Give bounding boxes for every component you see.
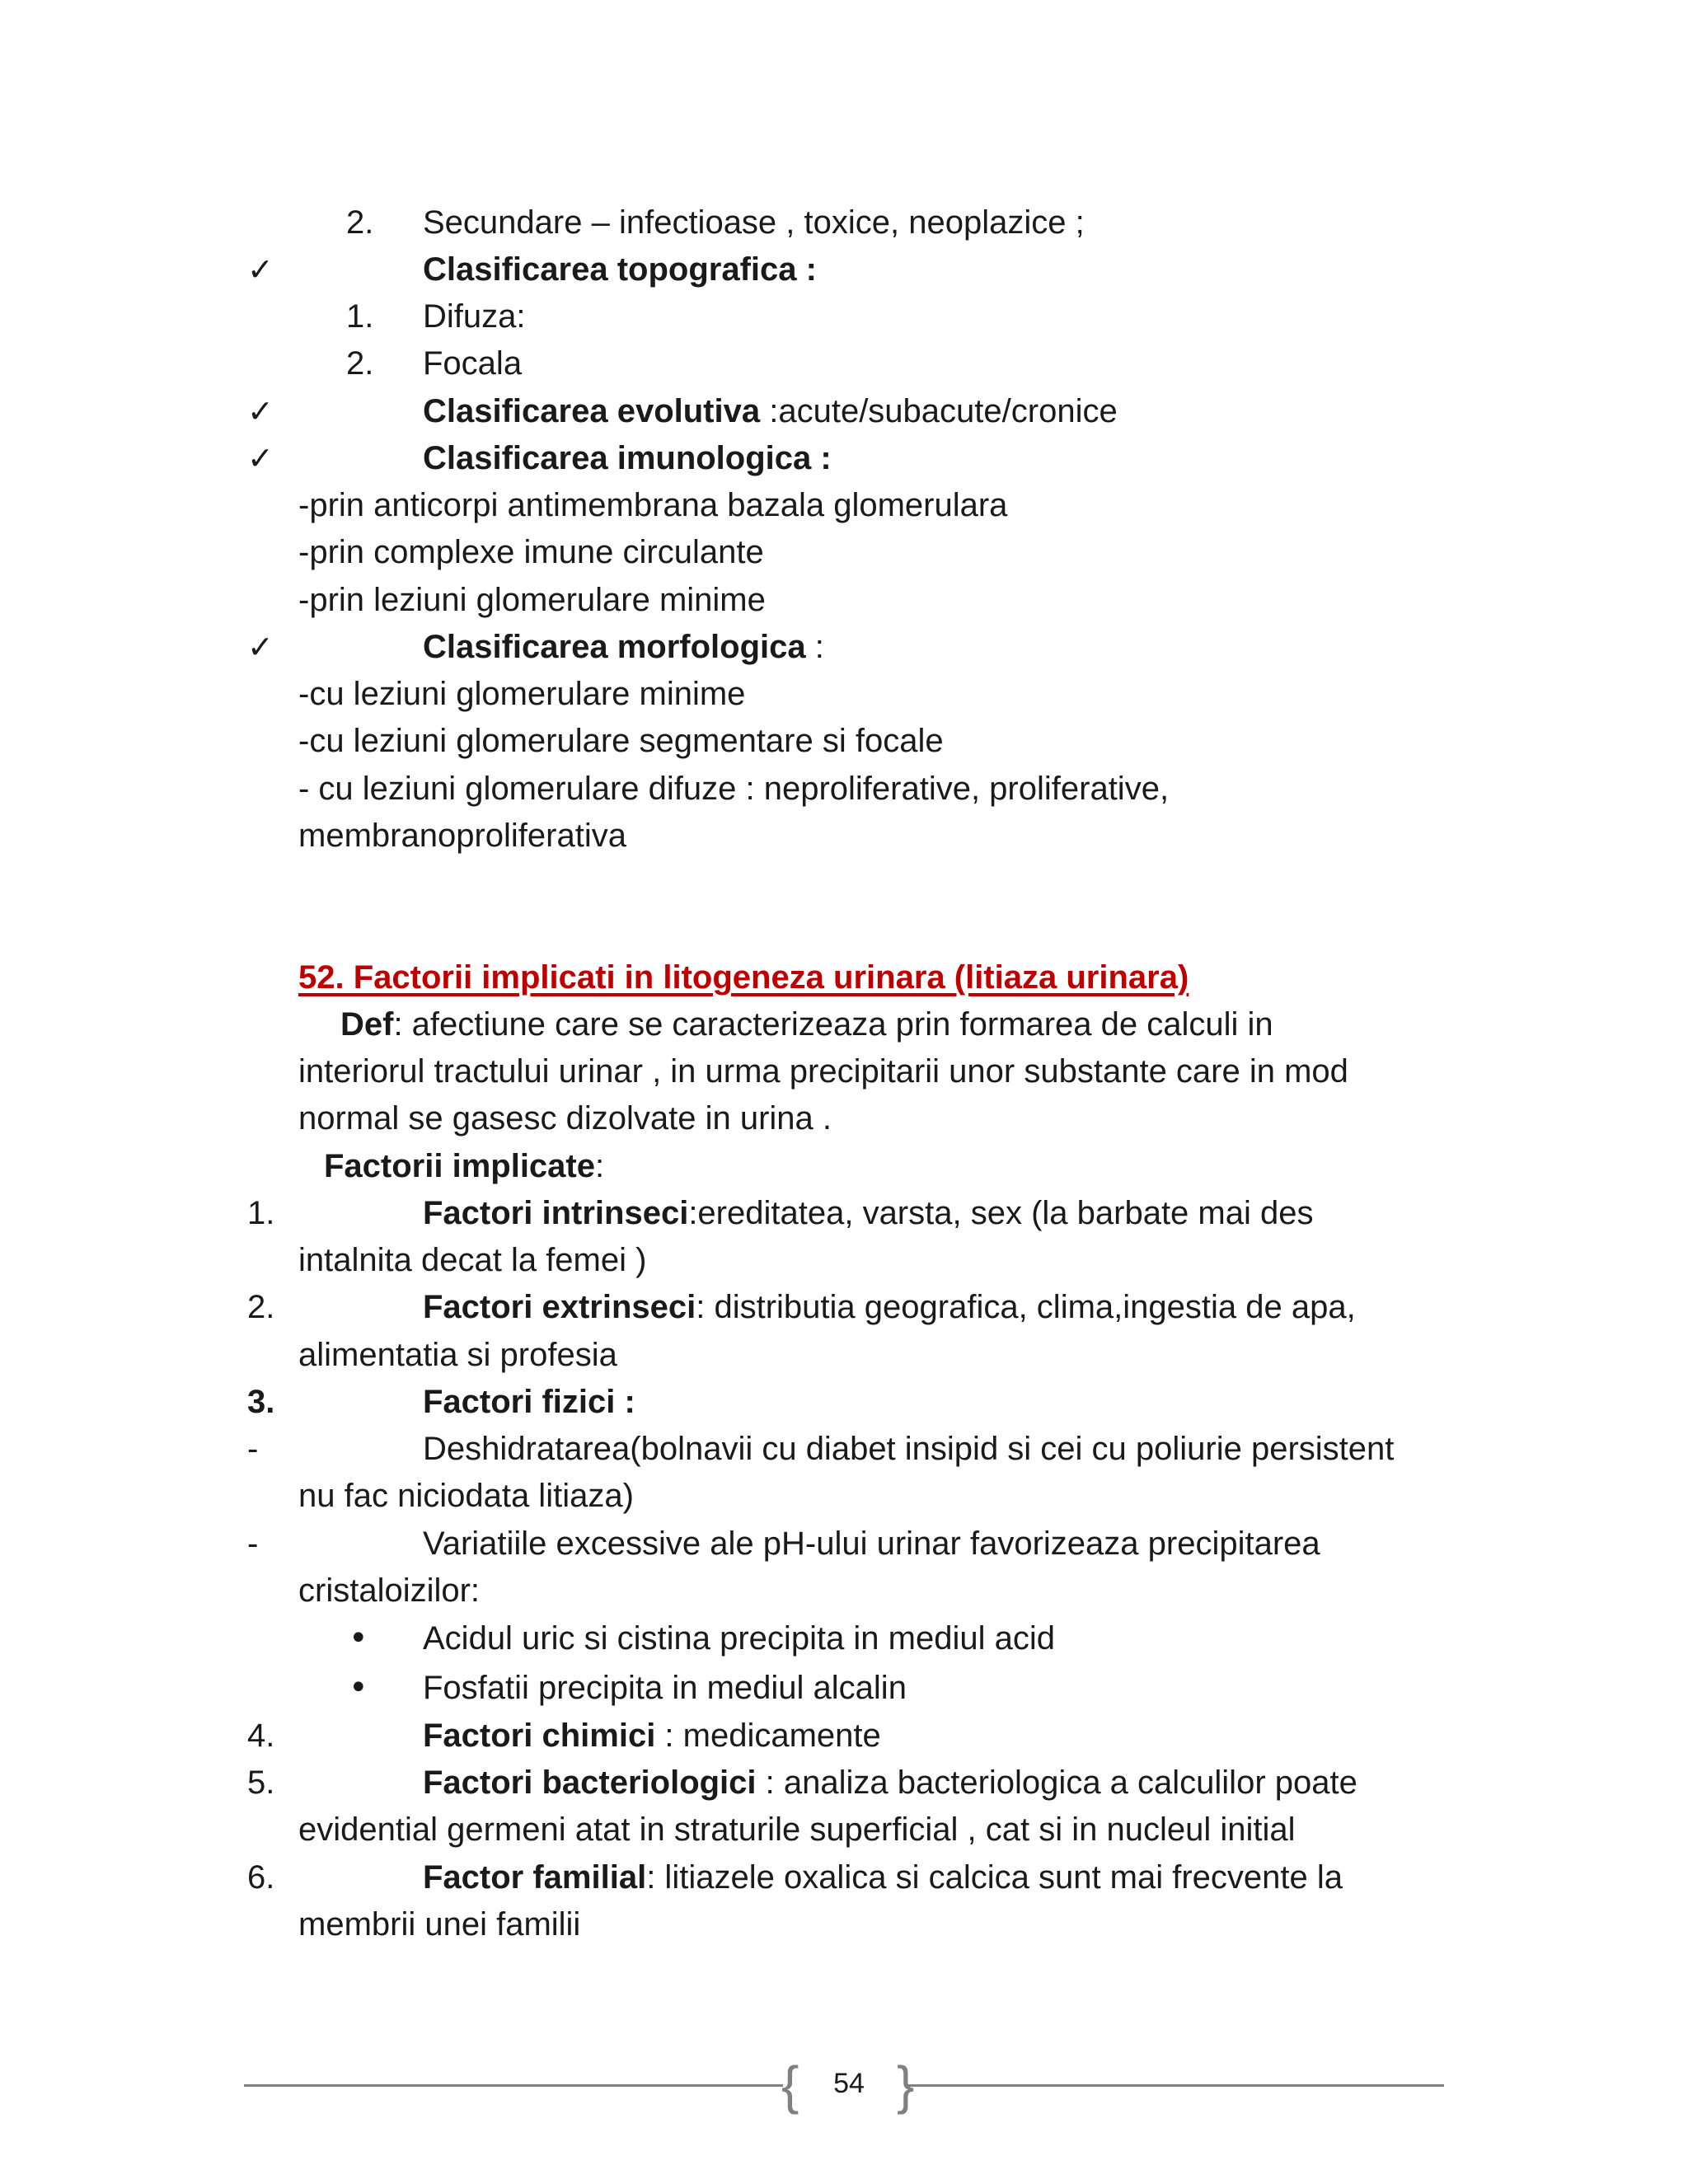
definition-line <box>0 1001 1688 1047</box>
bullet-icon: • <box>349 1669 368 1707</box>
text-line <box>0 1807 1688 1853</box>
definition-content: : afectiune care se caracterizeaza prin formarea de calculi in <box>393 1006 1273 1043</box>
definition-text <box>340 1001 1273 1047</box>
right-brace-icon: } <box>897 2055 915 2115</box>
checkmark-icon: ✓ <box>247 440 274 476</box>
factor-text <box>423 1713 881 1759</box>
text-line-content: evidential germeni atat in straturile superficial , cat si in nucleul initial <box>298 1811 1296 1848</box>
text-line <box>0 1237 1688 1283</box>
factor-description: : medicamente <box>655 1718 881 1754</box>
factor-text <box>423 1190 1313 1236</box>
factor-description: : analiza bacteriologica a calculilor poate <box>756 1765 1357 1801</box>
text-line-content: membrii unei familii <box>298 1906 581 1943</box>
classification-evolutiva <box>0 388 1688 434</box>
bullet-item <box>0 1615 1688 1661</box>
classification-morfologica <box>0 624 1688 670</box>
text-line <box>0 529 1688 575</box>
dash-item <box>0 1521 1688 1567</box>
left-brace-icon: { <box>781 2055 799 2115</box>
classification-topografica <box>0 246 1688 293</box>
text-line-content: - cu leziuni glomerulare difuze : neproliferative, proliferative, <box>298 771 1170 807</box>
text-line <box>0 1901 1688 1947</box>
text-line <box>0 1473 1688 1519</box>
text-line-content: interiorul tractului urinar , in urma precipitarii unor substante care in mod <box>298 1053 1348 1090</box>
text-line-content: -cu leziuni glomerulare segmentare si focale <box>298 723 944 759</box>
text-line <box>0 577 1688 623</box>
factor-text <box>423 1760 1357 1806</box>
bullet-text: Fosfatii precipita in mediul alcalin <box>423 1670 907 1706</box>
factor-label: Factori intrinseci <box>423 1195 689 1231</box>
classification-values: : <box>805 629 824 665</box>
text-line-content: alimentatia si profesia <box>298 1337 617 1373</box>
factor-text <box>423 1854 1343 1900</box>
section-heading-text: 52. Factorii implicati in litogeneza urinara (litiaza urinara) <box>298 959 1189 996</box>
classification-imunologica <box>0 435 1688 481</box>
text-line-content: cristaloizilor: <box>298 1572 481 1609</box>
dash-marker: - <box>247 1526 259 1562</box>
list-number: 1. <box>346 298 374 335</box>
footer-rule-right <box>905 2084 1444 2087</box>
factor-description: :ereditatea, varsta, sex (la barbate mai des <box>688 1195 1314 1231</box>
text-line <box>0 813 1688 859</box>
factor-item-4 <box>0 1713 1688 1759</box>
classification-text <box>423 388 1118 434</box>
factors-heading <box>0 1143 1688 1189</box>
list-text: Difuza: <box>423 298 526 335</box>
factor-number: 3. <box>247 1384 275 1420</box>
text-line <box>0 1048 1688 1094</box>
classification-values: :acute/subacute/cronice <box>760 393 1118 429</box>
classification-label: Clasificarea evolutiva <box>423 393 761 429</box>
list-item-difuza <box>0 293 1688 340</box>
text-line <box>0 766 1688 812</box>
text-line-content: membranoproliferativa <box>298 818 626 854</box>
factor-number: 1. <box>247 1195 275 1231</box>
list-item-focala <box>0 340 1688 387</box>
factor-item-1 <box>0 1190 1688 1236</box>
factor-description: : litiazele oxalica si calcica sunt mai frecvente la <box>646 1859 1343 1896</box>
list-text: Secundare – infectioase , toxice, neoplazice ; <box>423 204 1085 241</box>
factors-label: Factorii implicate <box>324 1148 595 1184</box>
text-line-content: -cu leziuni glomerulare minime <box>298 676 746 712</box>
classification-label: Clasificarea morfologica <box>423 629 806 665</box>
dash-item-text: Deshidratarea(bolnavii cu diabet insipid si cei cu poliurie persistent <box>423 1431 1395 1467</box>
factor-label: Factori chimici <box>423 1718 656 1754</box>
text-line <box>0 482 1688 528</box>
definition-label: Def <box>340 1006 394 1043</box>
list-text: Focala <box>423 345 523 382</box>
factor-number: 5. <box>247 1765 275 1801</box>
classification-label: Clasificarea imunologica : <box>423 440 832 476</box>
factor-item-6 <box>0 1854 1688 1900</box>
checkmark-icon: ✓ <box>247 393 274 429</box>
factor-number: 2. <box>247 1289 275 1325</box>
text-line <box>0 671 1688 717</box>
bullet-item <box>0 1665 1688 1711</box>
text-line-content: -prin anticorpi antimembrana bazala glomerulara <box>298 487 1008 523</box>
checkmark-icon: ✓ <box>247 629 274 665</box>
factor-text <box>423 1284 1356 1330</box>
checkmark-icon: ✓ <box>247 251 274 288</box>
dash-item <box>0 1426 1688 1472</box>
factor-label: Factori bacteriologici <box>423 1765 757 1801</box>
factor-item-2 <box>0 1284 1688 1330</box>
text-line-content: -prin complexe imune circulante <box>298 534 764 570</box>
text-line-content: nu fac niciodata litiaza) <box>298 1478 634 1514</box>
factor-label: Factor familial <box>423 1859 647 1896</box>
factor-description: : distributia geografica, clima,ingestia de apa, <box>696 1289 1356 1325</box>
text-line <box>0 718 1688 764</box>
classification-label: Clasificarea topografica : <box>423 251 817 288</box>
list-item-secundare <box>0 199 1688 246</box>
factor-item-3 <box>0 1379 1688 1425</box>
page-number: 54 <box>833 2068 865 2099</box>
classification-text <box>423 624 824 670</box>
bullet-icon: • <box>349 1619 368 1657</box>
factor-number: 4. <box>247 1718 275 1754</box>
factor-label: Factori fizici : <box>423 1384 635 1420</box>
text-line <box>0 1568 1688 1614</box>
factor-label: Factori extrinseci <box>423 1289 696 1325</box>
list-number: 2. <box>346 345 374 382</box>
text-line-content: intalnita decat la femei ) <box>298 1242 647 1278</box>
section-heading <box>0 954 1688 1001</box>
text-line-content: -prin leziuni glomerulare minime <box>298 582 766 618</box>
factors-colon: : <box>594 1148 605 1184</box>
dash-marker: - <box>247 1431 259 1467</box>
factors-heading-text <box>324 1143 604 1189</box>
factor-number: 6. <box>247 1859 275 1896</box>
list-number: 2. <box>346 204 374 241</box>
text-line <box>0 1332 1688 1378</box>
factor-item-5 <box>0 1760 1688 1806</box>
text-line-content: normal se gasesc dizolvate in urina . <box>298 1100 832 1137</box>
bullet-text: Acidul uric si cistina precipita in mediul acid <box>423 1620 1055 1657</box>
text-line <box>0 1095 1688 1141</box>
footer-rule-left <box>244 2084 783 2087</box>
dash-item-text: Variatiile excessive ale pH-ului urinar favorizeaza precipitarea <box>423 1526 1320 1562</box>
